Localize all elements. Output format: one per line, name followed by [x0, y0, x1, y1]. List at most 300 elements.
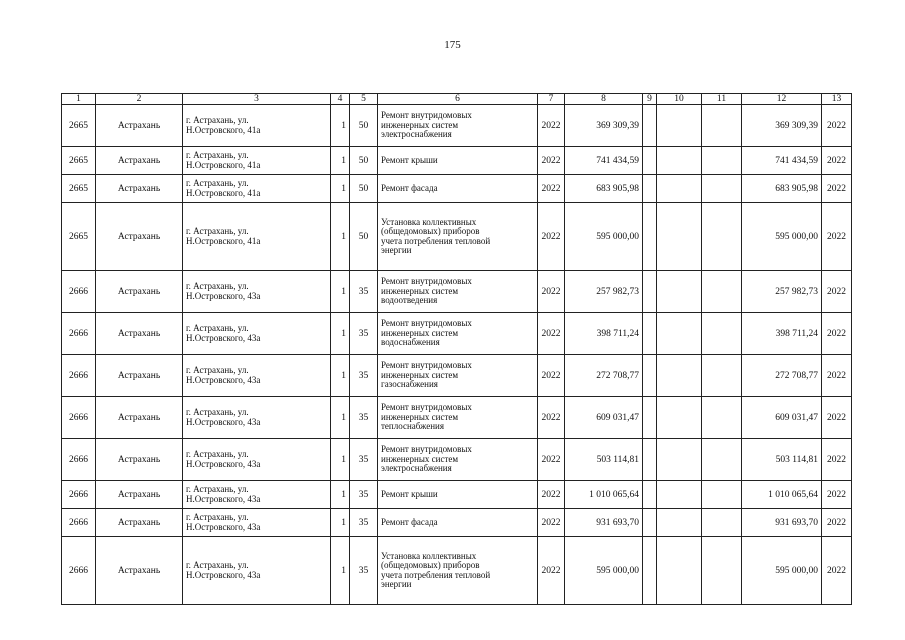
cell-col5	[350, 271, 378, 313]
cell-col5	[350, 105, 378, 147]
cell-text: г. Астрахань, ул.	[186, 150, 249, 160]
cell-col10	[657, 397, 702, 439]
cell-col11	[702, 537, 742, 605]
cell-cost-total	[742, 105, 822, 147]
cell-text: Астрахань	[117, 454, 161, 465]
cell-text: Н.Островского, 43а	[186, 290, 261, 301]
col-header: 7	[538, 94, 565, 105]
cell-text: 2022	[541, 489, 561, 500]
cell-address	[183, 439, 331, 481]
cell-text: 398 711,24	[596, 328, 639, 339]
cell-col5	[350, 355, 378, 397]
cell-year	[538, 105, 565, 147]
cell-year	[538, 481, 565, 509]
cell-col5	[350, 147, 378, 175]
cell-text: Н.Островского, 43а	[186, 374, 261, 385]
cell-text: г. Астрахань, ул.	[186, 281, 249, 291]
cell-col11	[702, 175, 742, 203]
cell-id	[62, 439, 96, 481]
cell-cost-total	[742, 271, 822, 313]
cell-col10	[657, 175, 702, 203]
cell-text: Астрахань	[117, 183, 161, 194]
cell-id	[62, 355, 96, 397]
cell-col4	[331, 439, 350, 481]
page-number: 175	[444, 39, 461, 51]
cell-text: г. Астрахань, ул.	[186, 115, 249, 125]
cell-text: 2022	[827, 183, 846, 194]
cell-text: Н.Островского, 43а	[186, 332, 261, 343]
cell-col11	[702, 147, 742, 175]
cell-text: 2022	[541, 454, 561, 465]
cell-text: 35	[358, 565, 369, 576]
cell-col10	[657, 355, 702, 397]
table-row	[62, 397, 852, 439]
cell-text: Н.Островского, 41а	[186, 124, 261, 135]
table-row	[62, 481, 852, 509]
cell-text: г. Астрахань, ул.	[186, 407, 249, 417]
cell-col10	[657, 105, 702, 147]
cell-work-type	[378, 271, 538, 313]
cell-col9	[643, 355, 657, 397]
cell-text: 609 031,47	[596, 412, 639, 423]
cell-city	[96, 509, 183, 537]
cell-address	[183, 355, 331, 397]
cell-col10	[657, 509, 702, 537]
cell-cost	[565, 271, 643, 313]
col-header: 5	[350, 94, 378, 105]
cell-col10	[657, 271, 702, 313]
cell-col4	[331, 481, 350, 509]
cell-text: г. Астрахань, ул.	[186, 323, 249, 333]
cell-text: 595 000,00	[775, 565, 818, 576]
cell-text: Ремонт крыши	[381, 154, 438, 165]
cell-col4	[331, 355, 350, 397]
col-header: 4	[331, 94, 350, 105]
cell-text: 2665	[69, 155, 88, 166]
cell-text: 50	[358, 155, 369, 166]
cell-text: электроснабжения	[381, 463, 452, 474]
cell-id	[62, 509, 96, 537]
cell-col9	[643, 439, 657, 481]
cell-col11	[702, 509, 742, 537]
cell-id	[62, 203, 96, 271]
table-row	[62, 203, 852, 271]
table-row	[62, 147, 852, 175]
cell-work-type	[378, 313, 538, 355]
cell-text: 1	[341, 489, 346, 500]
cell-text: 741 434,59	[775, 155, 818, 166]
cell-text: Ремонт внутридомовых	[381, 276, 472, 287]
cell-text: 2666	[69, 489, 88, 500]
cell-col9	[643, 271, 657, 313]
cell-address	[183, 481, 331, 509]
cell-text: теплоснабжения	[381, 421, 444, 432]
cell-text: инженерных систем	[381, 453, 459, 464]
cell-text: 2665	[69, 231, 88, 242]
cell-address	[183, 175, 331, 203]
cell-work-type	[378, 147, 538, 175]
cell-text: г. Астрахань, ул.	[186, 178, 249, 188]
cell-text: 2666	[69, 286, 88, 297]
cell-id	[62, 481, 96, 509]
cell-city	[96, 481, 183, 509]
cell-col11	[702, 397, 742, 439]
cell-text: 2022	[827, 565, 846, 576]
cell-year	[538, 509, 565, 537]
cell-text: г. Астрахань, ул.	[186, 365, 249, 375]
cell-text: Н.Островского, 43а	[186, 458, 261, 469]
cell-col9	[643, 147, 657, 175]
cell-city	[96, 147, 183, 175]
cell-address	[183, 313, 331, 355]
cell-col9	[643, 313, 657, 355]
cell-text: (общедомовых) приборов	[381, 226, 480, 236]
cell-col10	[657, 147, 702, 175]
cell-text: 2022	[827, 454, 846, 465]
cell-cost	[565, 147, 643, 175]
cell-cost	[565, 537, 643, 605]
cell-year	[538, 439, 565, 481]
cell-work-type	[378, 509, 538, 537]
cell-text: 2022	[541, 120, 561, 131]
cell-address	[183, 147, 331, 175]
cell-text: водоснабжения	[381, 337, 440, 348]
cell-text: 595 000,00	[596, 231, 639, 242]
table-body	[62, 94, 852, 605]
cell-text: 35	[358, 412, 369, 423]
cell-text: 2022	[827, 120, 846, 131]
cell-col10	[657, 537, 702, 605]
cell-text: Установка коллективных	[381, 216, 477, 227]
cell-work-type	[378, 175, 538, 203]
cell-text: 2022	[827, 155, 846, 166]
cell-col5	[350, 203, 378, 271]
cell-text: 2022	[541, 183, 561, 194]
cell-year-end	[822, 271, 852, 313]
cell-text: Н.Островского, 41а	[186, 187, 261, 198]
cell-text: инженерных систем	[381, 119, 459, 130]
cell-address	[183, 203, 331, 271]
cell-text: энергии	[381, 579, 412, 589]
cell-work-type	[378, 355, 538, 397]
cell-address	[183, 509, 331, 537]
cell-text: 2022	[827, 489, 846, 500]
cell-id	[62, 537, 96, 605]
cell-text: Ремонт фасада	[381, 182, 438, 193]
cell-cost	[565, 439, 643, 481]
cell-text: 2022	[827, 328, 846, 339]
cell-text: 1 010 065,64	[768, 489, 818, 500]
cell-address	[183, 397, 331, 439]
cell-text: Н.Островского, 41а	[186, 235, 261, 246]
cell-year-end	[822, 175, 852, 203]
cell-cost-total	[742, 355, 822, 397]
cell-text: Астрахань	[117, 120, 161, 131]
cell-text: 741 434,59	[596, 155, 639, 166]
cell-id	[62, 271, 96, 313]
cell-text: 1	[341, 565, 346, 576]
cell-text: 2666	[69, 370, 88, 381]
cell-text: 272 708,77	[775, 370, 818, 381]
cell-text: 2022	[827, 370, 846, 381]
cell-text: 2666	[69, 412, 88, 423]
cell-work-type	[378, 203, 538, 271]
col-header: 3	[183, 94, 331, 105]
cell-col11	[702, 313, 742, 355]
cell-text: 1	[341, 120, 346, 131]
cell-text: Астрахань	[117, 412, 161, 423]
cell-col11	[702, 439, 742, 481]
cell-text: 595 000,00	[775, 231, 818, 242]
cell-year-end	[822, 439, 852, 481]
cell-text: г. Астрахань, ул.	[186, 560, 249, 570]
cell-text: 50	[358, 183, 369, 194]
cell-text: 35	[358, 454, 369, 465]
cell-cost-total	[742, 397, 822, 439]
cell-text: 2022	[827, 412, 846, 423]
cell-text: 369 309,39	[596, 120, 639, 131]
cell-text: 2665	[69, 183, 88, 194]
cell-text: 257 982,73	[596, 286, 639, 297]
cell-text: 2022	[827, 286, 846, 297]
table-row	[62, 439, 852, 481]
col-header: 11	[702, 94, 742, 105]
cell-address	[183, 271, 331, 313]
cell-work-type	[378, 537, 538, 605]
cell-col11	[702, 105, 742, 147]
cell-text: энергии	[381, 245, 412, 255]
cell-col5	[350, 175, 378, 203]
cell-text: 35	[358, 370, 369, 381]
cell-col4	[331, 271, 350, 313]
cell-text: газоснабжения	[381, 379, 438, 390]
cell-cost-total	[742, 203, 822, 271]
cell-year-end	[822, 105, 852, 147]
cell-col11	[702, 355, 742, 397]
cell-year-end	[822, 147, 852, 175]
col-header: 1	[62, 94, 96, 105]
cell-text: 1 010 065,64	[589, 489, 639, 500]
cell-text: инженерных систем	[381, 411, 459, 422]
cell-text: 1	[341, 328, 346, 339]
cell-city	[96, 439, 183, 481]
cell-text: 257 982,73	[775, 286, 818, 297]
cell-text: Астрахань	[117, 155, 161, 166]
cell-cost-total	[742, 313, 822, 355]
cell-text: г. Астрахань, ул.	[186, 512, 249, 522]
cell-cost-total	[742, 147, 822, 175]
cell-text: Астрахань	[117, 370, 161, 381]
cell-cost-total	[742, 537, 822, 605]
cell-text: 1	[341, 370, 346, 381]
cell-col9	[643, 481, 657, 509]
cell-text: Астрахань	[117, 489, 161, 500]
cell-cost	[565, 397, 643, 439]
cell-text: 1	[341, 454, 346, 465]
cell-text: 1	[341, 183, 346, 194]
cell-text: Ремонт внутридомовых	[381, 360, 472, 371]
cell-text: 1	[341, 412, 346, 423]
cell-cost	[565, 509, 643, 537]
cell-text: 683 905,98	[596, 183, 639, 194]
cell-id	[62, 105, 96, 147]
cell-col11	[702, 203, 742, 271]
cell-col5	[350, 313, 378, 355]
cell-text: Астрахань	[117, 565, 161, 576]
cell-col4	[331, 203, 350, 271]
cell-id	[62, 397, 96, 439]
cell-cost	[565, 355, 643, 397]
cell-cost	[565, 203, 643, 271]
cell-col4	[331, 175, 350, 203]
cell-cost-total	[742, 439, 822, 481]
cell-text: Н.Островского, 43а	[186, 493, 261, 504]
cell-col11	[702, 271, 742, 313]
cell-address	[183, 105, 331, 147]
cell-text: 2022	[827, 517, 846, 528]
cell-col10	[657, 439, 702, 481]
cell-text: 2022	[541, 328, 561, 339]
cell-col5	[350, 509, 378, 537]
cell-text: 369 309,39	[775, 120, 818, 131]
cell-col10	[657, 313, 702, 355]
cell-work-type	[378, 397, 538, 439]
cell-city	[96, 271, 183, 313]
cell-text: водоотведения	[381, 295, 438, 306]
cell-col9	[643, 397, 657, 439]
cell-text: 595 000,00	[596, 565, 639, 576]
cell-text: 2666	[69, 454, 88, 465]
cell-year	[538, 175, 565, 203]
cell-city	[96, 313, 183, 355]
table-row	[62, 537, 852, 605]
col-header: 13	[822, 94, 852, 105]
cell-text: Астрахань	[117, 286, 161, 297]
cell-col5	[350, 481, 378, 509]
cell-col9	[643, 537, 657, 605]
table-row	[62, 271, 852, 313]
cell-col10	[657, 481, 702, 509]
cell-col4	[331, 313, 350, 355]
cell-col5	[350, 397, 378, 439]
cell-text: 503 114,81	[596, 454, 639, 465]
cell-col5	[350, 439, 378, 481]
cell-city	[96, 175, 183, 203]
cell-year	[538, 203, 565, 271]
table-row	[62, 355, 852, 397]
cell-year-end	[822, 397, 852, 439]
cell-text: Н.Островского, 43а	[186, 521, 261, 532]
cell-cost	[565, 481, 643, 509]
cell-text: 2666	[69, 517, 88, 528]
cell-city	[96, 203, 183, 271]
cell-cost	[565, 175, 643, 203]
cell-city	[96, 355, 183, 397]
cell-text: 931 693,70	[775, 517, 818, 528]
cell-text: (общедомовых) приборов	[381, 560, 480, 570]
cell-work-type	[378, 439, 538, 481]
cell-id	[62, 147, 96, 175]
cell-year-end	[822, 355, 852, 397]
table-row	[62, 509, 852, 537]
cell-text: 931 693,70	[596, 517, 639, 528]
cell-text: 1	[341, 286, 346, 297]
cell-text: Астрахань	[117, 517, 161, 528]
cell-text: 2022	[541, 565, 561, 576]
cell-text: 1	[341, 231, 346, 242]
table-row	[62, 105, 852, 147]
cell-text: 1	[341, 517, 346, 528]
cell-text: учета потребления тепловой	[381, 569, 491, 580]
cell-text: 2022	[541, 231, 561, 242]
cell-year	[538, 355, 565, 397]
cell-text: Ремонт крыши	[381, 488, 438, 499]
col-header: 9	[643, 94, 657, 105]
cell-text: учета потребления тепловой	[381, 235, 491, 246]
cell-text: г. Астрахань, ул.	[186, 226, 249, 236]
cell-col9	[643, 509, 657, 537]
col-header: 12	[742, 94, 822, 105]
column-number-row	[62, 94, 852, 105]
cell-text: 2666	[69, 565, 88, 576]
cell-cost	[565, 313, 643, 355]
cell-text: 50	[358, 231, 369, 242]
cell-text: 35	[358, 286, 369, 297]
cell-text: инженерных систем	[381, 327, 459, 338]
cell-year	[538, 537, 565, 605]
cell-text: 503 114,81	[775, 454, 818, 465]
cell-text: 2022	[541, 517, 561, 528]
cell-text: Ремонт внутридомовых	[381, 444, 472, 455]
cell-city	[96, 105, 183, 147]
cell-text: инженерных систем	[381, 285, 459, 296]
cell-text: 2022	[541, 155, 561, 166]
cell-text: Астрахань	[117, 328, 161, 339]
cell-text: Ремонт внутридомовых	[381, 110, 472, 121]
cell-city	[96, 537, 183, 605]
cell-text: 609 031,47	[775, 412, 818, 423]
cell-col4	[331, 147, 350, 175]
cell-id	[62, 175, 96, 203]
cell-year	[538, 147, 565, 175]
cell-cost-total	[742, 481, 822, 509]
cell-cost-total	[742, 509, 822, 537]
cell-address	[183, 537, 331, 605]
cell-text: 398 711,24	[775, 328, 818, 339]
cell-cost	[565, 105, 643, 147]
cell-text: 2022	[541, 412, 561, 423]
cell-text: Ремонт внутридомовых	[381, 402, 472, 413]
table-row	[62, 175, 852, 203]
cell-col4	[331, 105, 350, 147]
cell-year-end	[822, 509, 852, 537]
cell-city	[96, 397, 183, 439]
cell-text: 35	[358, 489, 369, 500]
cell-year-end	[822, 537, 852, 605]
cell-text: 35	[358, 517, 369, 528]
cell-text: 2022	[541, 370, 561, 381]
cell-text: Установка коллективных	[381, 550, 477, 561]
cell-text: инженерных систем	[381, 369, 459, 380]
cell-work-type	[378, 481, 538, 509]
cell-text: электроснабжения	[381, 129, 452, 140]
cell-text: г. Астрахань, ул.	[186, 484, 249, 494]
cell-text: г. Астрахань, ул.	[186, 449, 249, 459]
cell-year-end	[822, 481, 852, 509]
col-header: 6	[378, 94, 538, 105]
cell-year	[538, 271, 565, 313]
cell-text: 272 708,77	[596, 370, 639, 381]
